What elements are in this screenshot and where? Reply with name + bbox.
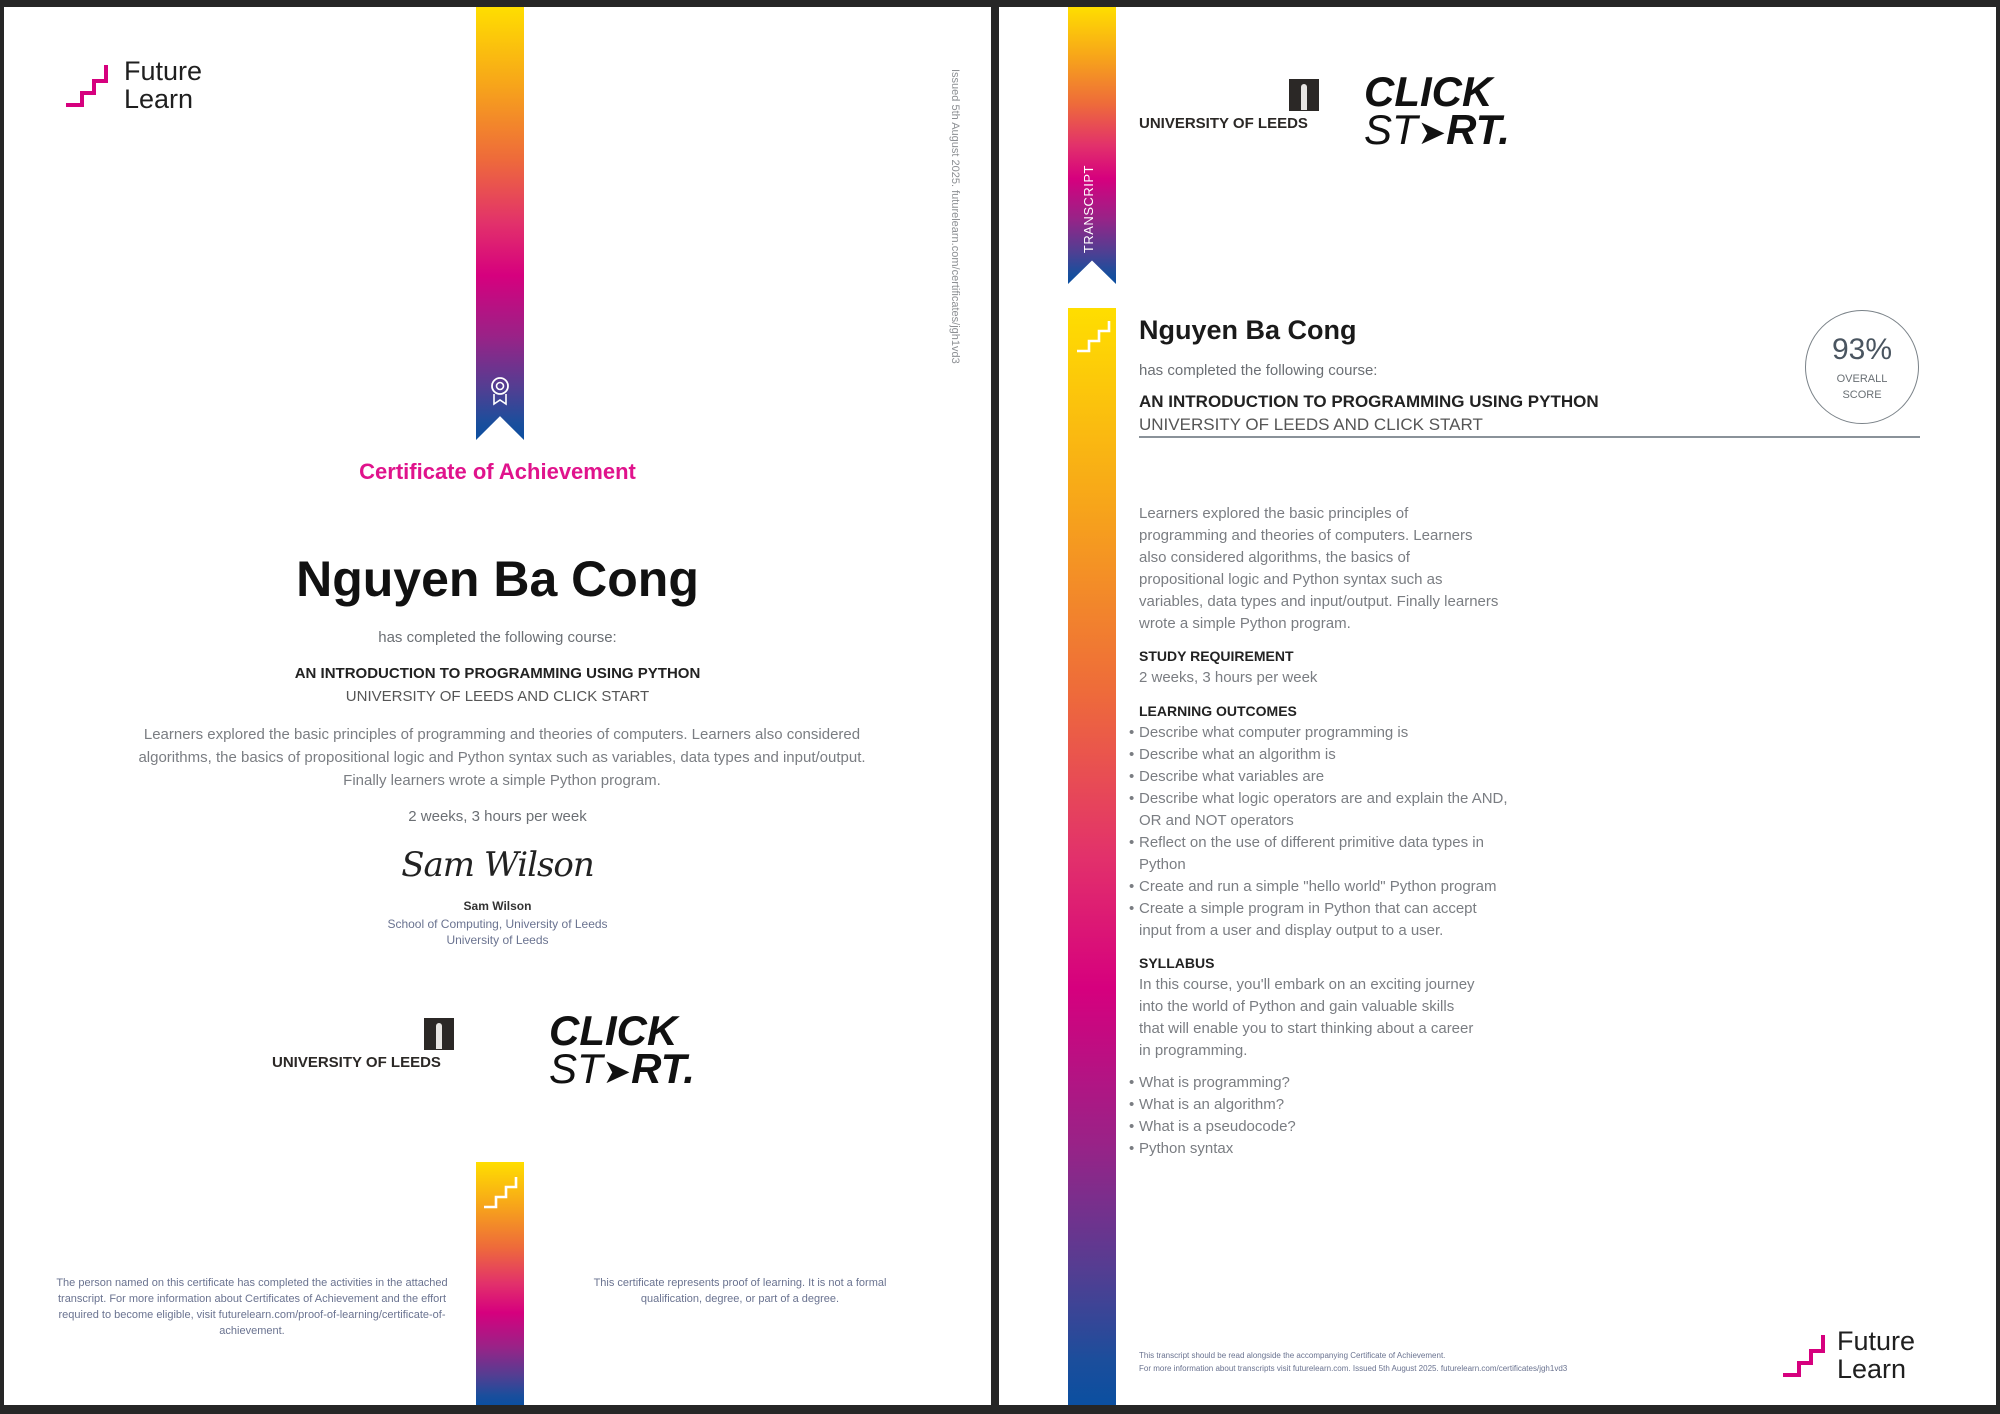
learning-outcomes-list xyxy=(1129,722,1509,942)
score-label-2: SCORE xyxy=(1842,389,1882,401)
learner-name: Nguyen Ba Cong xyxy=(296,551,699,607)
transcript-page xyxy=(999,7,1996,1405)
list-item: • Create and run a simple "hello world" Python program xyxy=(1129,878,1497,895)
click-start-logo: CLICK ST➤RT. xyxy=(549,1007,695,1092)
list-item: • What is a pseudocode? xyxy=(1129,1118,1296,1135)
list-item: • Python syntax xyxy=(1129,1140,1234,1157)
signature-script: Sam Wilson xyxy=(401,845,594,885)
signatory-org: University of Leeds xyxy=(446,933,549,947)
footer-proof-note: This certificate represents proof of learning. It is not a formal qualification, degree, or part of a degree. xyxy=(593,1277,887,1305)
transcript-footer-line1: This transcript should be read alongside the accompanying Certificate of Achievement. xyxy=(1139,1351,1446,1360)
futurelearn-stairs-icon xyxy=(482,1175,518,1211)
certificate-title: Certificate of Achievement xyxy=(359,459,636,484)
transcript-body xyxy=(1129,503,1509,1160)
cursor-arrow-icon: ➤ xyxy=(1417,114,1447,152)
signatory-role: School of Computing, University of Leeds xyxy=(387,917,608,931)
certificate-page xyxy=(4,7,991,1405)
list-item: • What is an algorithm? xyxy=(1129,1096,1285,1113)
study-requirement-heading: STUDY REQUIREMENT xyxy=(1139,648,1294,664)
footer-eligibility-note: The person named on this certificate has completed the activities in the attached transcript. For more information about Certificates of Achievement and the effort required to become eligible, visit futurelearn.com/proof-of-learning/certificate-of-achievement. xyxy=(56,1277,448,1337)
overall-score-badge xyxy=(1805,310,1919,424)
transcript-side-bar xyxy=(1068,308,1116,1405)
completed-text: has completed the following course: xyxy=(1139,362,1378,379)
syllabus-heading: SYLLABUS xyxy=(1139,955,1215,971)
list-item: • Describe what logic operators are and explain the AND, OR and NOT operators xyxy=(1129,790,1508,829)
course-description: Learners explored the basic principles of programming and theories of computers. Learners also considered algorithms, the basics of propositional logic and Python syntax such as variables, data types and input/output. Finally learners wrote a simple Python program. xyxy=(1139,505,1499,632)
course-title: AN INTRODUCTION TO PROGRAMMING USING PYTHON xyxy=(1139,392,1599,411)
signatory-name: Sam Wilson xyxy=(463,899,532,913)
list-item: • Reflect on the use of different primitive data types in Python xyxy=(1129,834,1484,873)
completed-text: has completed the following course: xyxy=(378,629,617,646)
futurelearn-stairs-icon xyxy=(1075,319,1111,355)
study-requirement-value: 2 weeks, 3 hours per week xyxy=(1139,669,1318,686)
cursor-arrow-icon: ➤ xyxy=(602,1053,632,1091)
university-of-leeds-logo: UNIVERSITY OF LEEDS xyxy=(272,1012,462,1072)
course-duration: 2 weeks, 3 hours per week xyxy=(408,808,587,825)
list-item: • Describe what computer programming is xyxy=(1129,724,1409,741)
logo-line1: Future xyxy=(124,56,203,86)
award-medal-icon xyxy=(488,375,512,407)
list-item: • Create a simple program in Python that can accept input from a user and display output to a user. xyxy=(1129,900,1477,939)
course-provider: UNIVERSITY OF LEEDS AND CLICK START xyxy=(1139,415,1483,434)
logo-line2: Learn xyxy=(1837,1354,1907,1384)
score-value: 93% xyxy=(1831,333,1893,366)
transcript-ribbon-label: TRANSCRIPT xyxy=(1081,164,1096,253)
syllabus-list xyxy=(1129,1072,1509,1160)
leeds-tower-icon xyxy=(1289,79,1319,111)
list-item: • Describe what an algorithm is xyxy=(1129,746,1336,763)
futurelearn-logo xyxy=(64,53,224,113)
futurelearn-logo xyxy=(1781,1323,1941,1383)
course-title: AN INTRODUCTION TO PROGRAMMING USING PYTHON xyxy=(294,665,701,682)
learner-name: Nguyen Ba Cong xyxy=(1139,315,1357,345)
list-item: • Describe what variables are xyxy=(1129,768,1325,785)
score-label-1: OVERALL xyxy=(1836,373,1888,385)
header-divider xyxy=(1139,436,1920,438)
logo-line1: Future xyxy=(1837,1326,1916,1356)
futurelearn-stairs-icon xyxy=(64,61,114,109)
course-description: Learners explored the basic principles of programming and theories of computers. Learners also considered algorithms, the basics of propositional logic and Python syntax such as variables, data types and input/output. Finally learners wrote a simple Python program. xyxy=(138,726,866,789)
course-provider: UNIVERSITY OF LEEDS AND CLICK START xyxy=(345,688,650,705)
leeds-tower-icon xyxy=(424,1018,454,1050)
university-of-leeds-logo: UNIVERSITY OF LEEDS xyxy=(1139,77,1329,137)
futurelearn-stairs-icon xyxy=(1781,1331,1831,1379)
logo-line2: Learn xyxy=(124,84,194,114)
transcript-footer-line2: For more information about transcripts visit futurelearn.com. Issued 5th August 2025. futurelearn.com/certificates/jgh1vd3 xyxy=(1139,1364,1568,1373)
issued-side-note: Issued 5th August 2025. futurelearn.com/certificates/jgh1vd3 xyxy=(949,69,961,364)
list-item: • What is programming? xyxy=(1129,1074,1290,1091)
learning-outcomes-heading: LEARNING OUTCOMES xyxy=(1139,703,1297,719)
click-start-logo: CLICK ST➤RT. xyxy=(1364,68,1510,153)
syllabus-intro: In this course, you'll embark on an exciting journey into the world of Python and gain valuable skills that will enable you to start thinking about a career in programming. xyxy=(1139,976,1475,1059)
